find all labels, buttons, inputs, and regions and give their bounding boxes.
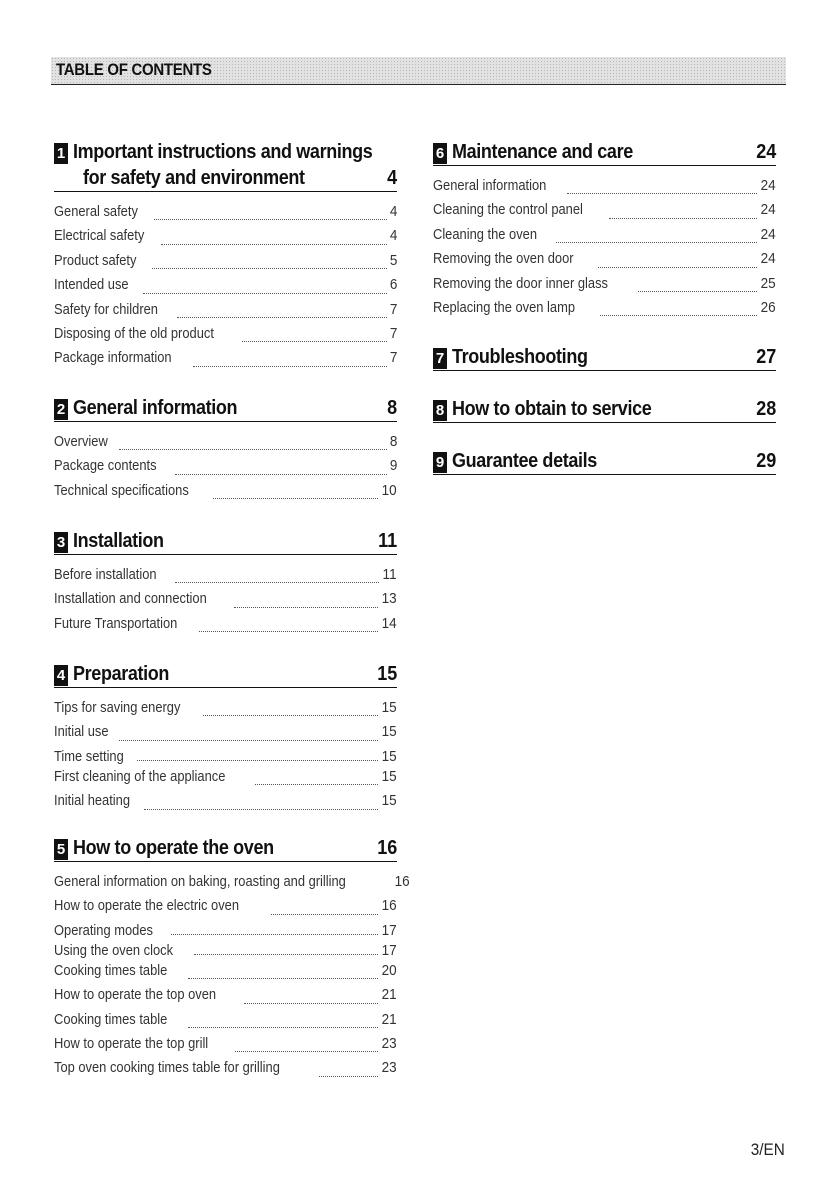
section-number-badge: 6 bbox=[433, 143, 447, 164]
dot-leader bbox=[143, 292, 387, 294]
section-title: Guarantee details bbox=[452, 450, 597, 472]
section-heading[interactable] bbox=[54, 529, 397, 555]
toc-entry[interactable] bbox=[54, 1035, 397, 1059]
entry-page: 7 bbox=[389, 324, 397, 342]
entry-page: 26 bbox=[760, 298, 776, 316]
dot-leader bbox=[154, 218, 387, 220]
toc-section-4 bbox=[54, 662, 397, 817]
entry-label: How to operate the top grill bbox=[54, 1034, 209, 1052]
section-heading[interactable] bbox=[54, 140, 397, 192]
section-title: General information bbox=[73, 397, 238, 419]
section-title: How to obtain to service bbox=[452, 398, 652, 420]
entry-label: Initial use bbox=[54, 723, 109, 741]
toc-entry[interactable] bbox=[433, 226, 776, 250]
entry-label: Safety for children bbox=[54, 300, 158, 318]
section-title: How to operate the oven bbox=[73, 837, 274, 859]
section-number-badge: 1 bbox=[54, 143, 68, 164]
toc-section-3 bbox=[54, 529, 397, 639]
entry-label: Installation and connection bbox=[54, 590, 207, 608]
section-page-number: 15 bbox=[376, 663, 397, 685]
dot-leader bbox=[244, 1002, 378, 1004]
entry-label: Removing the oven door bbox=[433, 250, 574, 268]
toc-entry[interactable] bbox=[54, 723, 397, 747]
toc-entry[interactable] bbox=[54, 962, 397, 986]
section-title-continued: for safety and environment bbox=[83, 167, 305, 189]
entry-label: Product safety bbox=[54, 251, 137, 269]
dot-leader bbox=[556, 241, 757, 243]
toc-entry[interactable] bbox=[54, 433, 397, 457]
entry-page: 5 bbox=[389, 251, 397, 269]
dot-leader bbox=[255, 783, 378, 785]
section-heading[interactable] bbox=[433, 397, 776, 423]
entry-label: Using the oven clock bbox=[54, 941, 174, 959]
entry-page: 15 bbox=[381, 747, 397, 765]
entry-list bbox=[54, 566, 397, 639]
entry-page: 23 bbox=[381, 1034, 397, 1052]
toc-entry[interactable] bbox=[54, 276, 397, 300]
toc-entry[interactable] bbox=[54, 897, 397, 921]
entry-page: 10 bbox=[381, 481, 397, 499]
section-title: Important instructions and warnings bbox=[73, 141, 373, 163]
entry-label: Top oven cooking times table for grilling bbox=[54, 1059, 280, 1077]
entry-label: Removing the door inner glass bbox=[433, 274, 608, 292]
section-heading[interactable] bbox=[433, 345, 776, 371]
entry-label: Overview bbox=[54, 433, 108, 450]
toc-section-9 bbox=[433, 449, 776, 475]
entry-label: Technical specifications bbox=[54, 481, 189, 499]
dot-leader bbox=[175, 581, 379, 583]
entry-label: Disposing of the old product bbox=[54, 324, 214, 342]
entry-label: Package information bbox=[54, 349, 172, 367]
entry-page: 6 bbox=[389, 276, 397, 294]
entry-page: 20 bbox=[381, 961, 397, 979]
entry-label: Initial heating bbox=[54, 792, 131, 810]
toc-entry[interactable] bbox=[54, 325, 397, 349]
toc-title: TABLE OF CONTENTS bbox=[56, 60, 212, 79]
entry-label: Before installation bbox=[54, 566, 157, 583]
toc-section-7 bbox=[433, 345, 776, 371]
toc-entry[interactable] bbox=[54, 301, 397, 325]
entry-page: 8 bbox=[389, 433, 397, 450]
dot-leader bbox=[171, 933, 378, 935]
dot-leader bbox=[609, 217, 757, 219]
entry-page: 24 bbox=[760, 250, 776, 268]
section-page-number: 24 bbox=[755, 141, 776, 163]
entry-page: 4 bbox=[389, 203, 397, 220]
section-page-number: 4 bbox=[386, 167, 397, 189]
dot-leader bbox=[119, 448, 387, 450]
entry-label: General information on baking, roasting and grilling bbox=[54, 873, 346, 890]
toc-section-6 bbox=[433, 140, 776, 323]
entry-label: Cooking times table bbox=[54, 1010, 168, 1028]
entry-page: 24 bbox=[760, 177, 776, 194]
entry-label: Package contents bbox=[54, 457, 157, 475]
entry-label: Intended use bbox=[54, 276, 129, 294]
entry-list bbox=[433, 177, 776, 323]
entry-label: Electrical safety bbox=[54, 227, 145, 245]
page-number-footer: 3/EN bbox=[750, 1140, 785, 1159]
toc-entry[interactable] bbox=[54, 457, 397, 481]
toc-section-8 bbox=[433, 397, 776, 423]
entry-label: Tips for saving energy bbox=[54, 699, 181, 716]
entry-page: 9 bbox=[389, 457, 397, 475]
entry-label: Future Transportation bbox=[54, 614, 178, 632]
toc-entry[interactable] bbox=[54, 203, 397, 227]
toc-entry[interactable] bbox=[54, 349, 397, 373]
toc-entry[interactable] bbox=[433, 250, 776, 274]
toc-entry[interactable] bbox=[54, 566, 397, 590]
section-heading[interactable] bbox=[54, 836, 397, 862]
section-number-badge: 9 bbox=[433, 452, 447, 473]
section-page-number: 8 bbox=[386, 397, 397, 419]
entry-page: 14 bbox=[381, 614, 397, 632]
dot-leader bbox=[188, 1026, 379, 1028]
section-title: Preparation bbox=[73, 663, 170, 685]
dot-leader bbox=[188, 977, 379, 979]
dot-leader bbox=[235, 1050, 378, 1052]
entry-list bbox=[54, 873, 411, 1084]
section-page-number: 11 bbox=[377, 530, 397, 552]
section-title: Maintenance and care bbox=[452, 141, 633, 163]
dot-leader bbox=[213, 497, 379, 499]
dot-leader bbox=[567, 192, 758, 194]
section-number-badge: 4 bbox=[54, 665, 68, 686]
section-page-number: 16 bbox=[376, 837, 397, 859]
toc-entry[interactable] bbox=[54, 792, 397, 816]
toc-entry[interactable] bbox=[54, 482, 397, 506]
toc-entry[interactable] bbox=[54, 1059, 397, 1083]
dot-leader bbox=[152, 267, 387, 269]
entry-label: Time setting bbox=[54, 747, 124, 765]
toc-entry[interactable] bbox=[54, 768, 397, 792]
section-title: Troubleshooting bbox=[452, 346, 588, 368]
entry-label: Cleaning the control panel bbox=[433, 201, 583, 219]
entry-page: 17 bbox=[381, 921, 397, 939]
dot-leader bbox=[319, 1075, 379, 1077]
entry-page: 16 bbox=[395, 873, 411, 890]
toc-entry[interactable] bbox=[54, 748, 397, 768]
section-number-badge: 3 bbox=[54, 532, 68, 553]
toc-entry[interactable] bbox=[433, 177, 776, 201]
entry-label: Cooking times table bbox=[54, 961, 168, 979]
toc-section-2 bbox=[54, 396, 397, 506]
entry-page: 23 bbox=[381, 1059, 397, 1077]
section-number-badge: 8 bbox=[433, 400, 447, 421]
dot-leader bbox=[234, 606, 379, 608]
dot-leader bbox=[199, 630, 378, 632]
toc-entry[interactable] bbox=[54, 699, 397, 723]
toc-section-1 bbox=[54, 140, 397, 374]
entry-page: 16 bbox=[381, 897, 397, 915]
dot-leader bbox=[137, 759, 378, 761]
section-heading[interactable] bbox=[433, 140, 776, 166]
toc-entry[interactable] bbox=[433, 299, 776, 323]
toc-entry[interactable] bbox=[54, 873, 411, 897]
section-number-badge: 2 bbox=[54, 399, 68, 420]
dot-leader bbox=[177, 316, 387, 318]
section-heading[interactable] bbox=[433, 449, 776, 475]
toc-entry[interactable] bbox=[54, 922, 397, 942]
toc-entry[interactable] bbox=[54, 227, 397, 251]
section-number-badge: 5 bbox=[54, 839, 68, 860]
toc-header-bar bbox=[51, 57, 786, 85]
entry-label: How to operate the top oven bbox=[54, 986, 217, 1004]
section-page-number: 29 bbox=[755, 450, 776, 472]
dot-leader bbox=[600, 314, 757, 316]
entry-label: Replacing the oven lamp bbox=[433, 298, 575, 316]
dot-leader bbox=[638, 290, 757, 292]
entry-label: General information bbox=[433, 177, 547, 194]
toc-entry[interactable] bbox=[54, 590, 397, 614]
entry-page: 7 bbox=[389, 300, 397, 318]
entry-page: 25 bbox=[760, 274, 776, 292]
section-number-badge: 7 bbox=[433, 348, 447, 369]
dot-leader bbox=[193, 365, 387, 367]
dot-leader bbox=[203, 714, 378, 716]
dot-leader bbox=[194, 953, 378, 955]
section-title: Installation bbox=[73, 530, 164, 552]
toc-entry[interactable] bbox=[54, 942, 397, 962]
entry-page: 7 bbox=[389, 349, 397, 367]
dot-leader bbox=[242, 340, 387, 342]
entry-page: 15 bbox=[381, 767, 397, 785]
entry-label: First cleaning of the appliance bbox=[54, 767, 226, 785]
entry-label: General safety bbox=[54, 203, 138, 220]
toc-section-5 bbox=[54, 836, 411, 1084]
toc-entry[interactable] bbox=[433, 275, 776, 299]
entry-page: 15 bbox=[381, 699, 397, 716]
dot-leader bbox=[144, 808, 378, 810]
entry-page: 21 bbox=[381, 1010, 397, 1028]
toc-entry[interactable] bbox=[54, 986, 397, 1010]
entry-page: 13 bbox=[381, 590, 397, 608]
dot-leader bbox=[161, 243, 387, 245]
toc-entry[interactable] bbox=[54, 1011, 397, 1035]
section-page-number: 28 bbox=[755, 398, 776, 420]
dot-leader bbox=[598, 266, 757, 268]
entry-label: Cleaning the oven bbox=[433, 225, 538, 243]
entry-page: 4 bbox=[389, 227, 397, 245]
entry-list bbox=[54, 699, 397, 817]
entry-page: 24 bbox=[760, 225, 776, 243]
entry-page: 24 bbox=[760, 201, 776, 219]
dot-leader bbox=[175, 473, 386, 475]
entry-page: 21 bbox=[381, 986, 397, 1004]
dot-leader bbox=[119, 739, 378, 741]
section-heading[interactable] bbox=[54, 396, 397, 422]
entry-label: How to operate the electric oven bbox=[54, 897, 240, 915]
entry-list bbox=[54, 433, 397, 506]
dot-leader bbox=[271, 913, 378, 915]
section-page-number: 27 bbox=[755, 346, 776, 368]
entry-page: 17 bbox=[381, 941, 397, 959]
toc-entry[interactable] bbox=[433, 201, 776, 225]
entry-label: Operating modes bbox=[54, 921, 153, 939]
entry-page: 15 bbox=[381, 723, 397, 741]
toc-entry[interactable] bbox=[54, 252, 397, 276]
entry-page: 11 bbox=[382, 566, 397, 583]
toc-entry[interactable] bbox=[54, 615, 397, 639]
entry-list bbox=[54, 203, 397, 374]
entry-page: 15 bbox=[381, 792, 397, 810]
section-heading[interactable] bbox=[54, 662, 397, 688]
